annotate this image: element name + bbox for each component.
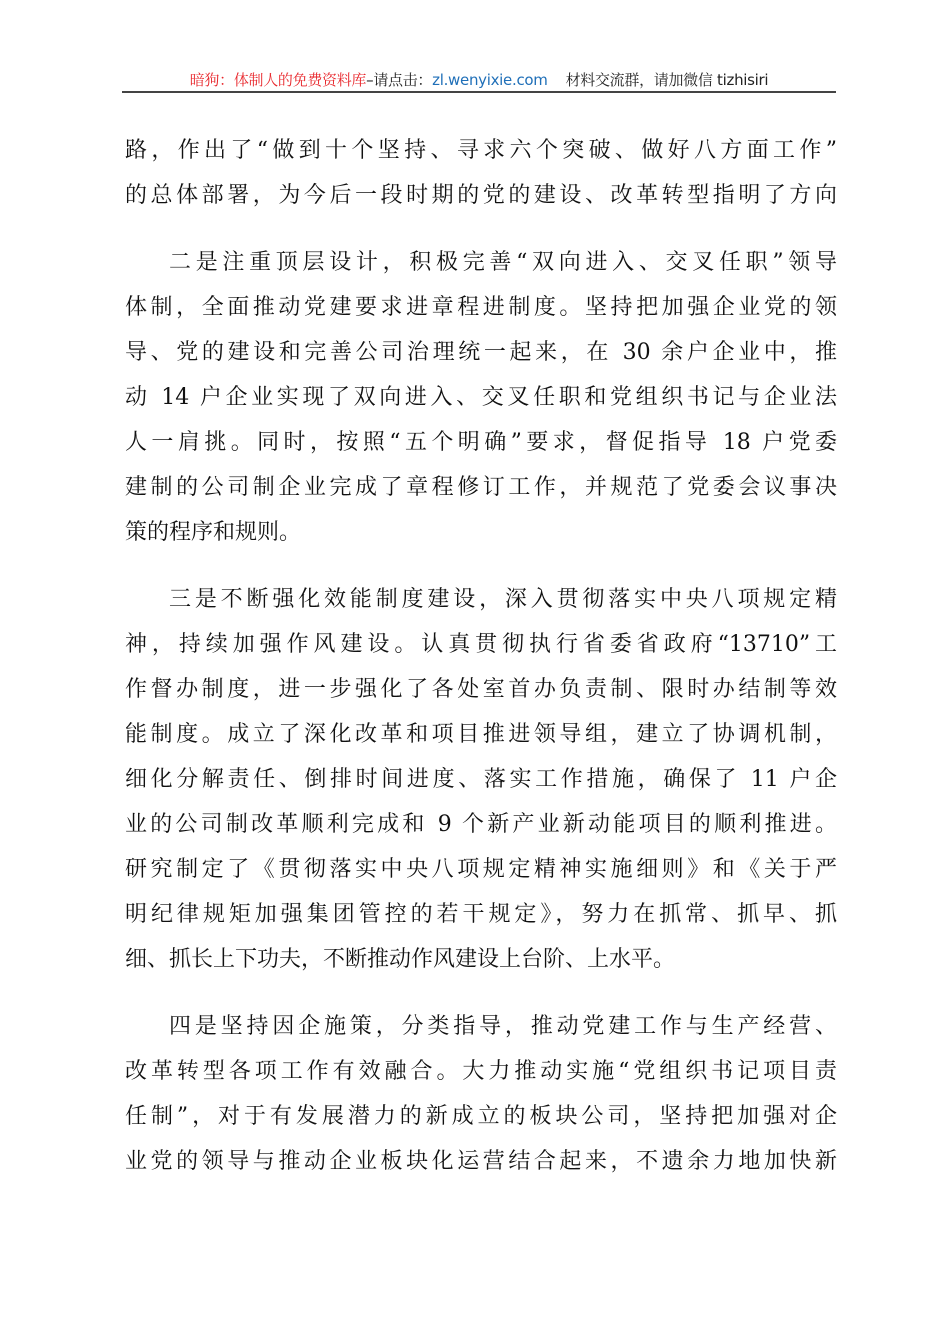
text-line: 研究制定了《贯彻落实中央八项规定精神实施细则》和《关于严	[125, 857, 837, 882]
text-line: 作督办制度，进一步强化了各处室首办负责制、限时办结制等效	[125, 677, 837, 702]
paragraph-gap	[125, 218, 837, 240]
header-prompt: –请点击：	[366, 71, 433, 89]
text-line: 体制，全面推动党建要求进章程进制度。坚持把加强企业党的领	[125, 295, 837, 320]
text-line: 三是不断强化效能制度建设，深入贯彻落实中央八项规定精	[169, 587, 837, 612]
text-line: 业党的领导与推动企业板块化运营结合起来，不遗余力地加快新	[125, 1149, 837, 1174]
text-line: 神，持续加强作风建设。认真贯彻执行省委省政府“13710”工	[125, 632, 837, 657]
text-line: 能制度。成立了深化改革和项目推进领导组，建立了协调机制，	[125, 722, 837, 747]
paragraph-point-four	[125, 1004, 837, 1184]
text-line: 任制”，对于有发展潜力的新成立的板块公司，坚持把加强对企	[125, 1104, 837, 1129]
paragraph-gap	[125, 982, 837, 1004]
paragraph-gap	[125, 555, 837, 577]
header-site-name: 暗狗：体制人的免费资料库	[189, 71, 367, 89]
text-line: 业的公司制改革顺利完成和 9 个新产业新动能项目的顺利推进。	[125, 812, 837, 837]
header-divider	[122, 91, 836, 93]
text-line: 动 14 户企业实现了双向进入、交叉任职和党组织书记与企业法	[125, 385, 837, 410]
text-line: 路，作出了“做到十个坚持、寻求六个突破、做好八方面工作”	[125, 138, 837, 163]
page-header	[122, 68, 836, 92]
text-line: 细化分解责任、倒排时间进度、落实工作措施，确保了 11 户企	[125, 767, 837, 792]
header-contact: 材料交流群，请加微信 tizhisiri	[565, 71, 769, 89]
text-line: 建制的公司制企业完成了章程修订工作，并规范了党委会议事决	[125, 475, 837, 500]
text-line: 细、抓长上下功夫，不断推动作风建设上台阶、上水平。	[125, 947, 676, 972]
text-line: 明纪律规矩加强集团管控的若干规定》，努力在抓常、抓早、抓	[125, 902, 837, 927]
paragraph-point-two	[125, 240, 837, 555]
paragraph-continuation	[125, 128, 837, 218]
text-line: 导、党的建设和完善公司治理统一起来，在 30 余户企业中，推	[125, 340, 837, 365]
text-line: 人一肩挑。同时，按照“五个明确”要求，督促指导 18 户党委	[125, 430, 837, 455]
text-line: 策的程序和规则。	[125, 520, 302, 545]
document-body	[125, 128, 837, 1184]
text-line: 的总体部署，为今后一段时期的党的建设、改革转型指明了方向	[125, 183, 837, 208]
header-link[interactable]: zl.wenyixie.com	[432, 71, 548, 89]
text-line: 改革转型各项工作有效融合。大力推动实施“党组织书记项目责	[125, 1059, 837, 1084]
text-line: 二是注重顶层设计，积极完善“双向进入、交叉任职”领导	[169, 250, 837, 275]
text-line: 四是坚持因企施策，分类指导，推动党建工作与生产经营、	[169, 1014, 837, 1039]
paragraph-point-three	[125, 577, 837, 982]
